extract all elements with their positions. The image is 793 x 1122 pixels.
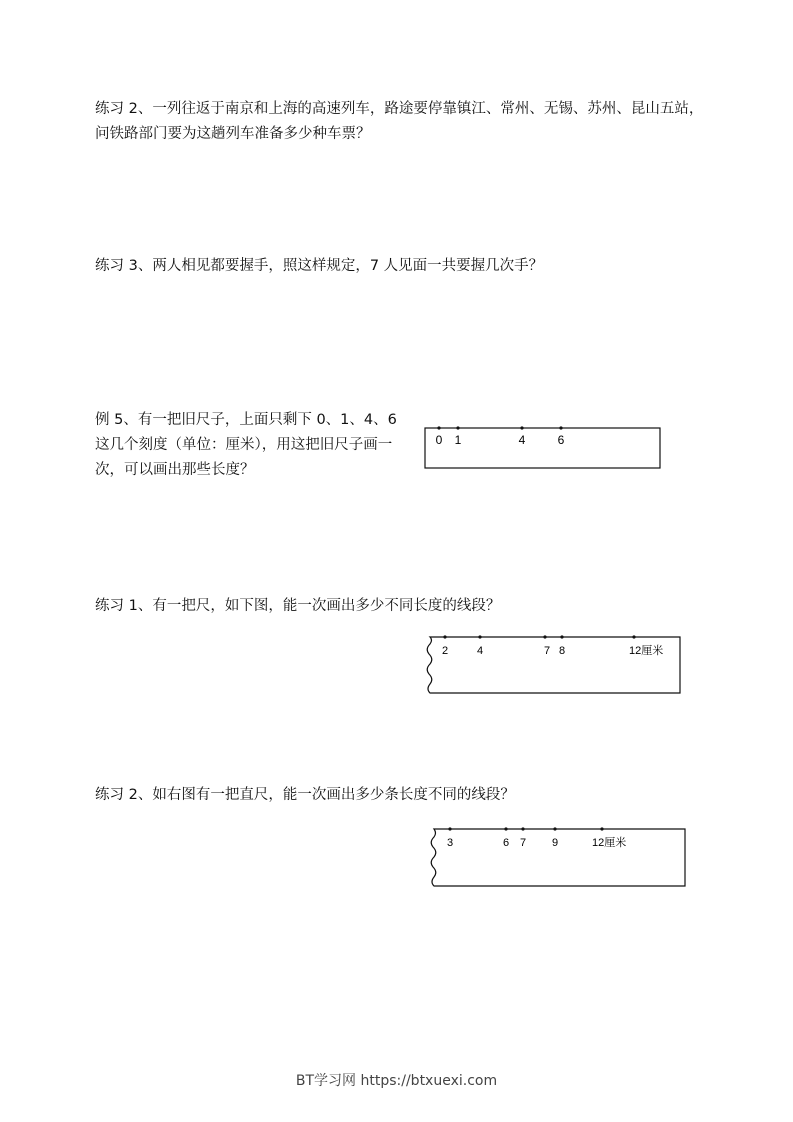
tick-label: 8 bbox=[558, 645, 566, 657]
tick-mark bbox=[560, 635, 563, 638]
exercise-2-train-tickets: 练习 2、一列往返于南京和上海的高速列车，路途要停靠镇江、常州、无锡、苏州、昆山五站，问铁路部门要为这趟列车准备多少种车票？ bbox=[95, 101, 704, 142]
tick-mark bbox=[456, 426, 459, 429]
exercise-1-ruler: 练习 1、有一把尺，如下图，能一次画出多少不同长度的线段？ bbox=[95, 598, 501, 614]
tick-mark bbox=[553, 827, 556, 830]
tick-label: 2 bbox=[441, 645, 449, 657]
tick-label: 7 bbox=[519, 837, 527, 849]
tick-label: 9 bbox=[551, 837, 559, 849]
tick-mark bbox=[478, 635, 481, 638]
tick-mark bbox=[520, 426, 523, 429]
exercise-3-handshakes: 练习 3、两人相见都要握手，照这样规定，7 人见面一共要握几次手？ bbox=[95, 258, 544, 274]
tick-mark bbox=[559, 426, 562, 429]
tick-label: 4 bbox=[518, 433, 526, 447]
tick-mark bbox=[632, 635, 635, 638]
tick-label: 0 bbox=[435, 433, 443, 447]
exercise-2-straight-ruler: 练习 2、如右图有一把直尺，能一次画出多少条长度不同的线段？ bbox=[95, 787, 515, 803]
ruler-figure-2 bbox=[422, 634, 684, 698]
tick-label: 12厘米 bbox=[592, 837, 627, 849]
tick-label: 1 bbox=[454, 433, 462, 447]
tick-label: 6 bbox=[502, 837, 510, 849]
tick-mark bbox=[504, 827, 507, 830]
footer-watermark: BT学习网 https://btxuexi.com bbox=[295, 1073, 498, 1089]
tick-label: 3 bbox=[446, 837, 454, 849]
ruler-body bbox=[431, 829, 685, 886]
tick-mark bbox=[543, 635, 546, 638]
tick-mark bbox=[443, 635, 446, 638]
tick-label: 4 bbox=[476, 645, 484, 657]
tick-mark bbox=[448, 827, 451, 830]
example-5-old-ruler: 例 5、有一把旧尺子，上面只剩下 0、1、4、6 这几个刻度（单位：厘米），用这把旧尺子画一次，可以画出那些长度？ bbox=[95, 412, 397, 478]
tick-label: 12厘米 bbox=[629, 645, 664, 657]
tick-label: 6 bbox=[557, 433, 565, 447]
tick-mark bbox=[600, 827, 603, 830]
tick-label: 7 bbox=[543, 645, 551, 657]
tick-mark bbox=[521, 827, 524, 830]
ruler-figure-3 bbox=[426, 826, 690, 892]
ruler-figure-1 bbox=[424, 426, 664, 472]
tick-mark bbox=[437, 426, 440, 429]
